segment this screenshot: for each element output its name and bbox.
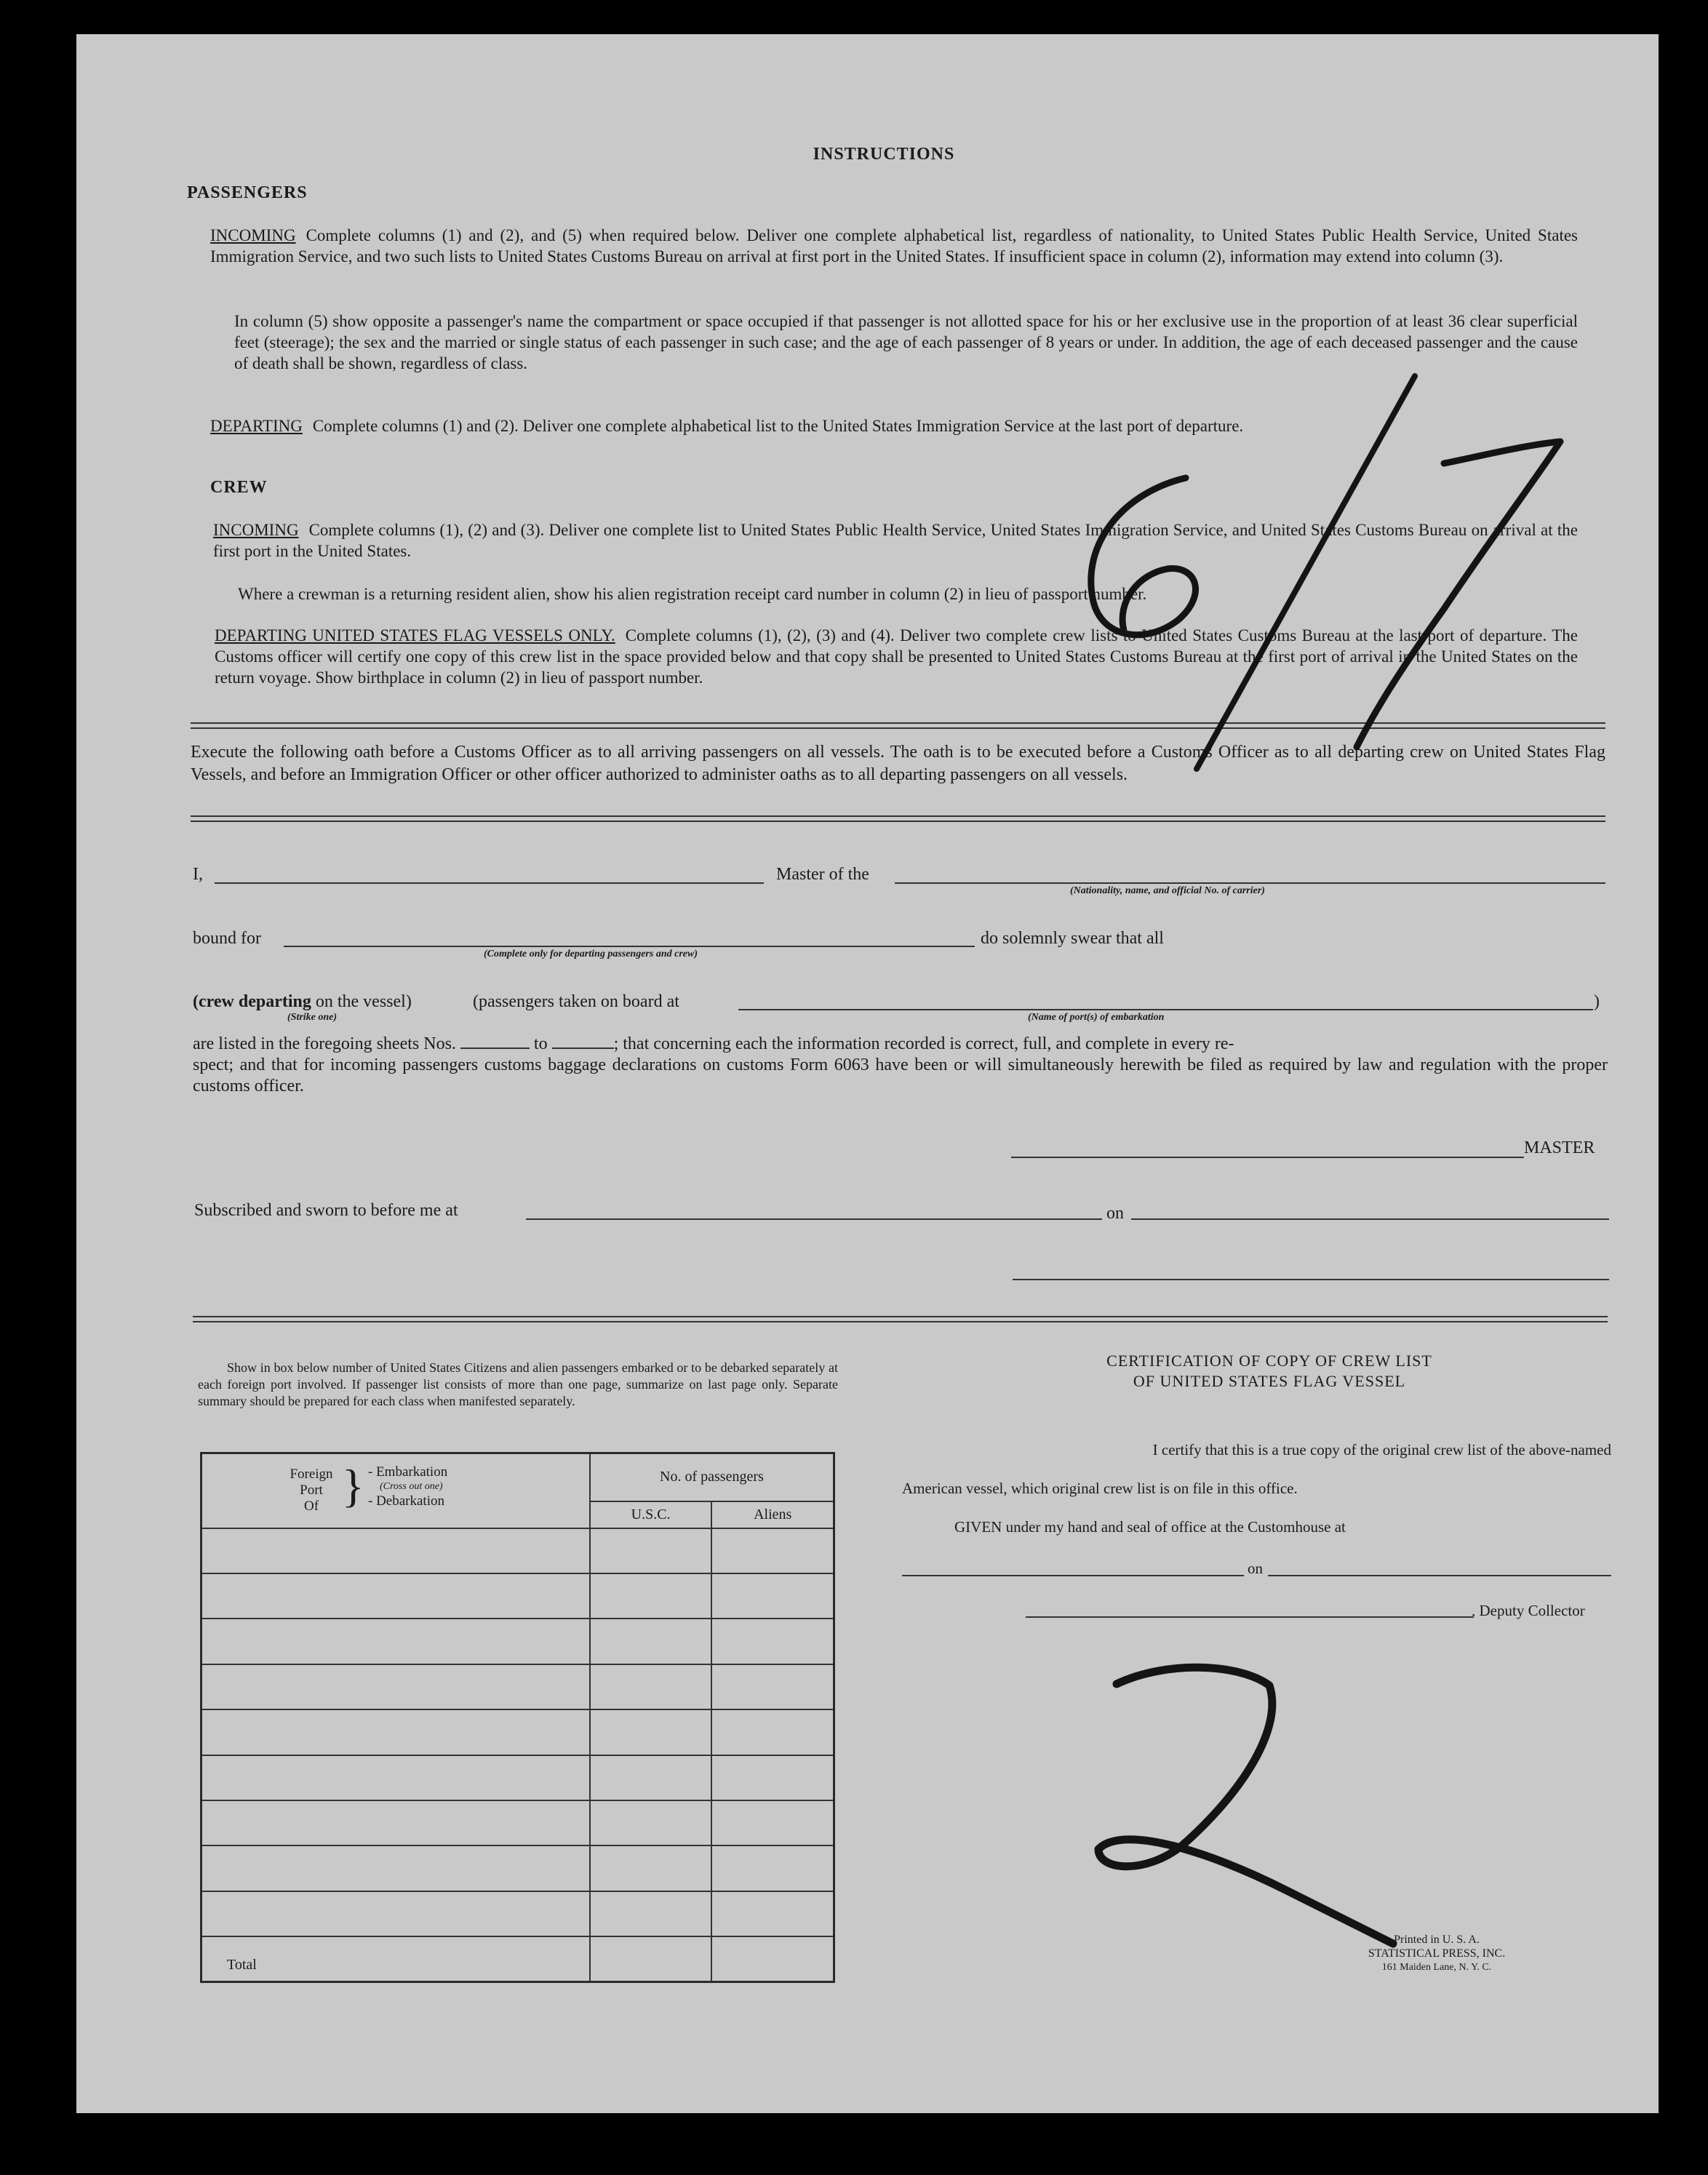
cross-note: (Cross out one): [380, 1481, 443, 1493]
certification-heading-line-2: OF UNITED STATES FLAG VESSEL: [1133, 1372, 1406, 1390]
certification-text-3: GIVEN under my hand and seal of office at the Customhouse at: [954, 1518, 1346, 1536]
passengers-departing-label: DEPARTING: [210, 417, 303, 435]
flag-vessels-label: DEPARTING UNITED STATES FLAG VESSELS ONLY.: [215, 626, 615, 644]
debark-option[interactable]: - Debarkation: [368, 1493, 444, 1509]
summary-instructions-text: Show in box below number of United States Citizens and alien passengers embarked or to be debarked separately at each foreign port involved. If passenger list consists of more than one page, summarize on last page only. Separate summary should be prepared for each class when manifested separately.: [198, 1360, 838, 1408]
total-label: Total: [201, 1936, 590, 1982]
ports-note: (Name of port(s) of embarkation: [1028, 1012, 1165, 1023]
swear-label: do solemnly swear that all: [981, 929, 1164, 948]
form-page: [76, 34, 1659, 2113]
handwritten-two: [1098, 1667, 1393, 1944]
col-port-line-2: Port: [300, 1482, 323, 1498]
passengers-heading: PASSENGERS: [187, 183, 308, 202]
usc-header: U.S.C.: [590, 1501, 712, 1528]
passengers-incoming-label: INCOMING: [210, 226, 296, 244]
listed-text-2: ; that concerning each the information recorded is correct, full, and complete in every re-: [613, 1034, 1234, 1053]
passengers-option[interactable]: (passengers taken on board at: [473, 992, 679, 1011]
passengers-departing-text: Complete columns (1) and (2). Deliver one complete alphabetical list to the United States Immigration Service at the last port of departure.: [312, 417, 1244, 435]
crew-heading: CREW: [210, 478, 268, 497]
certification-text-1: I certify that this is a true copy of the original crew list of the above-named: [1152, 1441, 1611, 1458]
brace-glyph: }: [342, 1460, 364, 1512]
oath-instructions-text: Execute the following oath before a Customs Officer as to all arriving passengers on all vessels. The oath is to be executed before a Customs Officer as to all departing crew on United States Flag Vessels, and before an Immigration Officer or other officer authorized to administer oaths as to all departing passengers on all vessels.: [191, 743, 1605, 784]
crew-incoming-label: INCOMING: [213, 521, 299, 539]
certification-heading-line-1: CERTIFICATION OF COPY OF CREW LIST: [1106, 1352, 1432, 1370]
crew-incoming-text: Complete columns (1), (2) and (3). Deliver one complete list to United States Public Health Service, United States Immigration Service, and United States Customs Bureau on arrival at the first port in the United States.: [213, 521, 1578, 560]
certification-text-2: American vessel, which original crew list is on file in this office.: [902, 1480, 1298, 1497]
embark-option[interactable]: - Embarkation: [368, 1464, 448, 1480]
handwritten-six: [1091, 478, 1196, 635]
listed-text-3: spect; and that for incoming passengers customs baggage declarations on customs Form 6063 have been or will simultaneously herewith be filed as required by law and regulation with the proper customs officer.: [193, 1055, 1608, 1096]
close-paren: ): [1594, 992, 1600, 1011]
crew-departing-option[interactable]: (crew departing: [193, 992, 311, 1011]
strike-note: (Strike one): [287, 1012, 338, 1023]
printer-line-3: 161 Maiden Lane, N. Y. C.: [1381, 1962, 1492, 1973]
handwritten-slash: [1197, 376, 1415, 769]
handwritten-annotations: [76, 34, 1659, 2113]
col-port-line-3: Of: [303, 1498, 319, 1514]
aliens-header: Aliens: [711, 1501, 834, 1528]
handwritten-seven: [1357, 442, 1560, 747]
column5-text: In column (5) show opposite a passenger's name the compartment or space occupied if that passenger is not allotted space for his or her exclusive use in the proportion of at least 36 clear superficial feet (steerage); the sex and the married or single status of each passenger in such case; and the age of each passenger of 8 years or under. In addition, the age of each deceased passenger and the cause of death shall be shown, regardless of class.: [234, 312, 1578, 372]
col-port-line-1: Foreign: [290, 1466, 333, 1482]
master-of-label: Master of the: [776, 865, 869, 884]
printer-line-2: STATISTICAL PRESS, INC.: [1368, 1947, 1506, 1960]
resident-text: Where a crewman is a returning resident alien, show his alien registration receipt card number in column (2) in lieu of passport number.: [238, 585, 1147, 603]
listed-text-1: are listed in the foregoing sheets Nos.: [193, 1034, 456, 1053]
bound-note: (Complete only for departing passengers and crew): [484, 949, 698, 959]
carrier-note: (Nationality, name, and official No. of carrier): [1070, 885, 1265, 896]
master-label: MASTER: [1524, 1138, 1595, 1157]
subscribed-label: Subscribed and sworn to before me at: [194, 1201, 458, 1220]
deputy-collector-label: , Deputy Collector: [1472, 1602, 1585, 1619]
certification-on-label: on: [1248, 1560, 1263, 1577]
to-label: to: [533, 1034, 548, 1053]
page-title: INSTRUCTIONS: [813, 145, 955, 164]
printer-line-1: Printed in U. S. A.: [1394, 1933, 1480, 1946]
sworn-on-label: on: [1106, 1204, 1124, 1223]
passengers-header: No. of passengers: [590, 1453, 834, 1501]
flag-vessels-text: Complete columns (1), (2), (3) and (4). Deliver two complete crew lists to United States Customs Bureau at the last port of departure. The Customs officer will certify one copy of this crew list in the space provided below and that copy shall be presented to United States Customs Bureau at the first port of arrival in the United States on the return voyage. Show birthplace in column (2) in lieu of passport number.: [215, 626, 1579, 687]
i-label: I,: [193, 865, 203, 884]
on-vessel-label: on the vessel): [315, 992, 412, 1011]
bound-for-label: bound for: [193, 929, 261, 948]
passengers-incoming-text: Complete columns (1) and (2), and (5) when required below. Deliver one complete alphabetical list, regardless of nationality, to United States Public Health Service, United States Immigration Service, and two such lists to United States Customs Bureau on arrival at first port in the United States. If insufficient space in column (2), information may extend into column (3).: [210, 226, 1578, 266]
